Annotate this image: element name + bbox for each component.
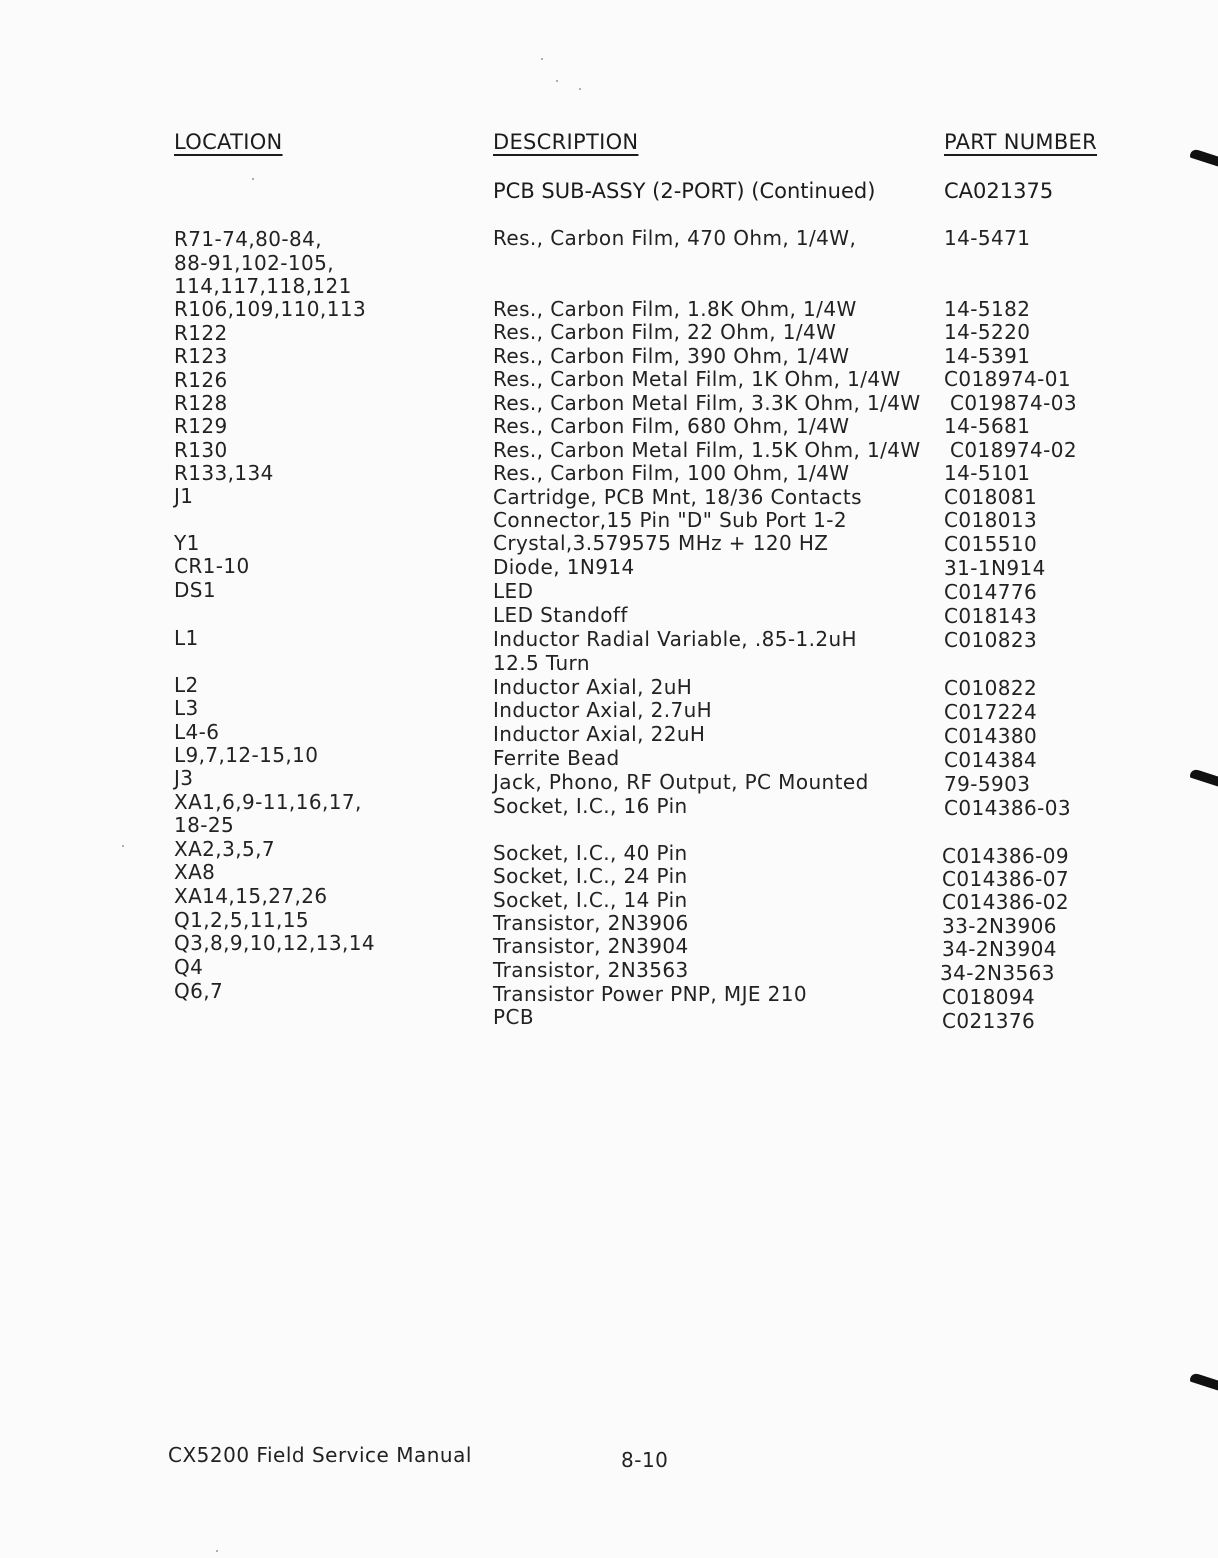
location-cell: DS1 xyxy=(174,578,217,602)
part-number-cell: 79-5903 xyxy=(944,772,1031,796)
description-cell: Cartridge, PCB Mnt, 18/36 Contacts xyxy=(493,485,862,509)
part-number-cell: C015510 xyxy=(944,532,1038,556)
part-number-cell: 34-2N3904 xyxy=(942,937,1057,961)
location-header: LOCATION xyxy=(174,130,283,154)
description-cell: Socket, I.C., 24 Pin xyxy=(493,864,688,888)
description-cell: PCB xyxy=(493,1005,534,1029)
description-cell: Ferrite Bead xyxy=(493,746,620,770)
part-number-cell: C018974-02 xyxy=(950,438,1077,462)
location-cell: XA2,3,5,7 xyxy=(174,837,275,861)
location-cell: L4-6 xyxy=(174,720,220,744)
location-cell: J3 xyxy=(174,766,194,790)
description-cell: Transistor, 2N3906 xyxy=(493,911,689,935)
part-number-cell: C014384 xyxy=(944,748,1038,772)
part-number-cell: 14-5391 xyxy=(944,344,1031,368)
part-number-cell: C017224 xyxy=(944,700,1038,724)
part-number-header: PART NUMBER xyxy=(944,130,1098,154)
location-cell: R71-74,80-84, xyxy=(174,227,323,251)
description-cell: LED Standoff xyxy=(493,603,628,627)
description-cell: Res., Carbon Metal Film, 1K Ohm, 1/4W xyxy=(493,367,901,391)
part-number-cell: C018013 xyxy=(944,508,1038,532)
description-cell: Res., Carbon Film, 22 Ohm, 1/4W xyxy=(493,320,837,344)
location-cell: R129 xyxy=(174,414,228,438)
description-cell: Diode, 1N914 xyxy=(493,555,635,579)
page-number: 8-10 xyxy=(621,1448,669,1472)
part-number-cell: C010823 xyxy=(944,628,1038,652)
location-cell: R128 xyxy=(174,391,228,415)
description-header: DESCRIPTION xyxy=(493,130,639,154)
location-cell: 88-91,102-105, xyxy=(174,251,334,275)
part-number-cell: 14-5681 xyxy=(944,414,1031,438)
description-cell: Jack, Phono, RF Output, PC Mounted xyxy=(493,770,869,794)
location-cell: CR1-10 xyxy=(174,554,250,578)
part-number-cell: 31-1N914 xyxy=(944,556,1046,580)
part-number-cell: C014386-02 xyxy=(942,890,1069,914)
location-cell: R126 xyxy=(174,368,228,392)
description-cell: Socket, I.C., 40 Pin xyxy=(493,841,688,865)
part-number-cell: C010822 xyxy=(944,676,1038,700)
location-cell: Q6,7 xyxy=(174,979,224,1003)
part-number-cell: 33-2N3906 xyxy=(942,914,1057,938)
location-cell: R133,134 xyxy=(174,461,274,485)
scan-speck xyxy=(579,88,581,90)
part-number-cell: C014380 xyxy=(944,724,1038,748)
part-number-cell: C014386-03 xyxy=(944,796,1071,820)
part-number-cell: C018081 xyxy=(944,485,1038,509)
location-cell: Q4 xyxy=(174,955,204,979)
scan-speck xyxy=(556,80,558,82)
location-cell: XA14,15,27,26 xyxy=(174,884,328,908)
part-number-cell: 14-5471 xyxy=(944,226,1031,250)
binding-mark xyxy=(1190,147,1218,166)
description-cell: Transistor, 2N3904 xyxy=(493,934,689,958)
binding-mark xyxy=(1190,767,1218,786)
scan-speck xyxy=(252,178,254,180)
location-cell: XA8 xyxy=(174,860,216,884)
location-cell: L3 xyxy=(174,696,199,720)
part-number-cell: 14-5101 xyxy=(944,461,1031,485)
description-cell: Res., Carbon Film, 100 Ohm, 1/4W xyxy=(493,461,850,485)
description-cell: Connector,15 Pin "D" Sub Port 1-2 xyxy=(493,508,847,532)
scan-speck xyxy=(541,58,543,60)
part-number-cell: C021376 xyxy=(942,1009,1036,1033)
scan-speck xyxy=(216,1550,218,1552)
location-cell: 114,117,118,121 xyxy=(174,274,352,298)
part-number-cell: C014386-09 xyxy=(942,844,1069,868)
part-number-cell: C019874-03 xyxy=(950,391,1077,415)
part-number-cell: 14-5220 xyxy=(944,320,1031,344)
section-title: PCB SUB-ASSY (2-PORT) (Continued) xyxy=(493,179,876,203)
section-part-number: CA021375 xyxy=(944,179,1054,203)
description-cell: Inductor Axial, 22uH xyxy=(493,722,706,746)
location-cell: Y1 xyxy=(174,531,200,555)
description-cell: 12.5 Turn xyxy=(493,651,590,675)
description-cell: Res., Carbon Film, 390 Ohm, 1/4W xyxy=(493,344,850,368)
description-cell: Crystal,3.579575 MHz + 120 HZ xyxy=(493,531,829,555)
description-cell: Transistor Power PNP, MJE 210 xyxy=(493,982,808,1006)
description-cell: Res., Carbon Film, 680 Ohm, 1/4W xyxy=(493,414,850,438)
location-cell: J1 xyxy=(174,484,194,508)
scan-speck xyxy=(122,845,124,847)
description-cell: Socket, I.C., 16 Pin xyxy=(493,794,688,818)
description-cell: LED xyxy=(493,579,534,603)
location-cell: L1 xyxy=(174,626,199,650)
description-cell: Res., Carbon Metal Film, 1.5K Ohm, 1/4W xyxy=(493,438,921,462)
description-cell: Socket, I.C., 14 Pin xyxy=(493,888,688,912)
description-cell: Inductor Axial, 2uH xyxy=(493,675,693,699)
description-cell: Transistor, 2N3563 xyxy=(493,958,689,982)
part-number-cell: C018094 xyxy=(942,985,1036,1009)
location-cell: 18-25 xyxy=(174,813,235,837)
description-cell: Inductor Radial Variable, .85-1.2uH xyxy=(493,627,857,651)
description-cell: Res., Carbon Film, 1.8K Ohm, 1/4W xyxy=(493,297,857,321)
location-cell: Q3,8,9,10,12,13,14 xyxy=(174,931,376,955)
location-cell: R106,109,110,113 xyxy=(174,297,367,321)
description-cell: Inductor Axial, 2.7uH xyxy=(493,698,713,722)
location-cell: R123 xyxy=(174,344,228,368)
part-number-cell: 14-5182 xyxy=(944,297,1031,321)
location-cell: L9,7,12-15,10 xyxy=(174,743,319,767)
location-cell: XA1,6,9-11,16,17, xyxy=(174,790,362,814)
description-cell: Res., Carbon Film, 470 Ohm, 1/4W, xyxy=(493,226,857,250)
part-number-cell: C018974-01 xyxy=(944,367,1071,391)
location-cell: R122 xyxy=(174,321,228,345)
description-cell: Res., Carbon Metal Film, 3.3K Ohm, 1/4W xyxy=(493,391,921,415)
location-cell: R130 xyxy=(174,438,228,462)
manual-title: CX5200 Field Service Manual xyxy=(168,1443,472,1467)
part-number-cell: C014386-07 xyxy=(942,867,1069,891)
part-number-cell: 34-2N3563 xyxy=(940,961,1055,985)
part-number-cell: C014776 xyxy=(944,580,1038,604)
part-number-cell: C018143 xyxy=(944,604,1038,628)
location-cell: L2 xyxy=(174,673,199,697)
binding-mark xyxy=(1190,1371,1218,1390)
location-cell: Q1,2,5,11,15 xyxy=(174,908,310,932)
